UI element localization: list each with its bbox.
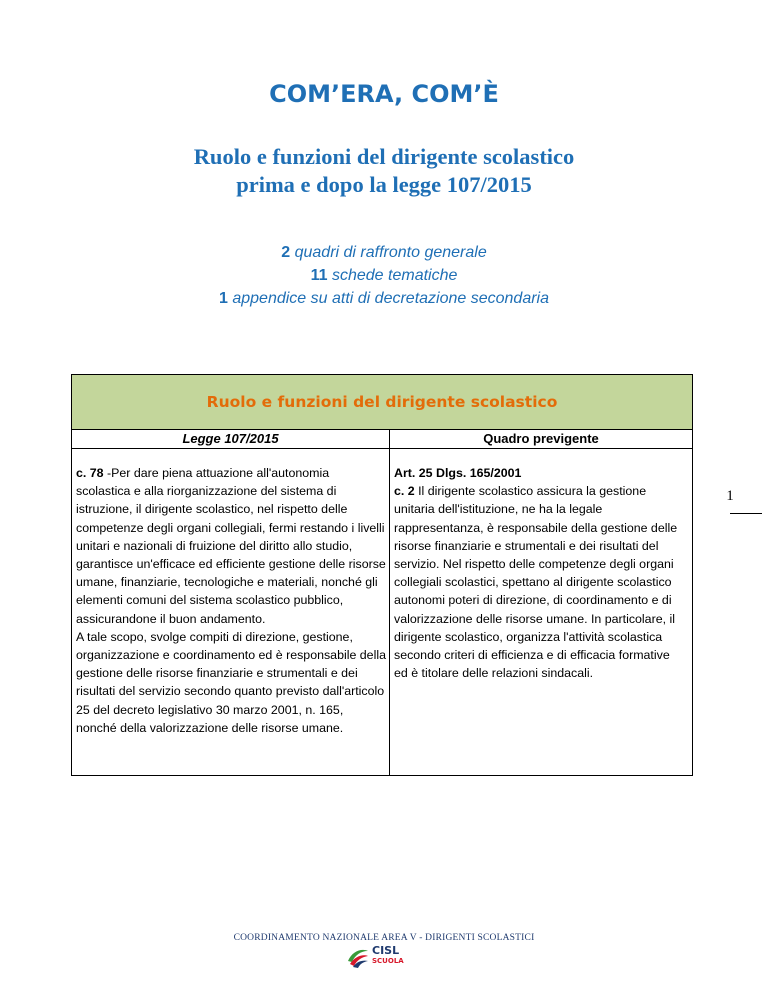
paragraph-text: -Per dare piena attuazione all'autonomia scolastica e alla riorganizzazione del sistema di istruzione, il dirigente scolastico, nel rispetto delle competenze degli organi collegiali, fermi restando i livelli unitari e nazionali di fruizione del diritto allo studio, garantisce un'efficace ed efficiente gestione delle risorse umane, finanziarie, tecnologiche e materiali, nonché gli elementi comuni del sistema scolastico pubblico, assicurandone il buon andamento.: [76, 466, 386, 626]
paragraph: [394, 482, 686, 682]
summary-count: 1: [218, 290, 228, 307]
summary-text: appendice su atti di decretazione secondaria: [232, 290, 549, 307]
cisl-logo: [346, 945, 406, 971]
article-ref-text: Art. 25 Dlgs. 165/2001: [394, 466, 522, 480]
paragraph-text: Il dirigente scolastico assicura la gestione unitaria dell'istituzione, ne ha la legale rappresentanza, è responsabile della gestione delle risorse finanziarie e strumentali e dei risultati del servizio. Nel rispetto delle competenze degli organi collegiali scolastici, spettano al dirigente scolastico autonomi poteri di direzione, di coordinamento e di valorizzazione delle risorse umane. In particolare, il dirigente scolastico, organizza l'attività scolastica secondo criteri di efficienza e di efficacia formative ed è titolare delle relazioni sindacali.: [394, 484, 678, 681]
paragraph-text: A tale scopo, svolge compiti di direzione, gestione, organizzazione e coordinamento ed è responsabile della gestione delle risorse finanziarie e strumentali e dei risultati del servizio secondo quanto previsto dall'articolo 25 del decreto legislativo 30 marzo 2001, n. 165, nonché della valorizzazione delle risorse umane.: [76, 629, 386, 735]
table-title: Ruolo e funzioni del dirigente scolastico: [206, 393, 558, 411]
summary-item: [0, 287, 768, 310]
column-divider: [389, 430, 390, 775]
subtitle-line-2: prima e dopo la legge 107/2015: [236, 172, 532, 197]
page-number: 1: [726, 488, 734, 504]
document-title: COM’ERA, COM’È: [269, 80, 499, 108]
subtitle-line-1: Ruolo e funzioni del dirigente scolastico: [193, 144, 575, 169]
summary-item: [0, 241, 768, 264]
document-subtitle: [0, 143, 768, 199]
summary-count: 2: [281, 244, 291, 261]
column-header-previgente: Quadro previgente: [483, 431, 599, 446]
cisl-logo-mark-icon: [346, 945, 370, 969]
logo-word: CISL: [372, 944, 400, 957]
page-number-rule: [730, 513, 762, 514]
article-ref: [394, 464, 686, 482]
summary-text: quadri di raffronto generale: [294, 244, 487, 261]
footer-text: COORDINAMENTO NAZIONALE AREA V - DIRIGENTI SCOLASTICI: [233, 933, 535, 943]
column-header-legge: Legge 107/2015: [182, 431, 279, 446]
paragraph: [76, 464, 386, 628]
comparison-table: [71, 374, 693, 776]
summary-text: schede tematiche: [331, 267, 458, 284]
comma-ref: c. 2: [394, 484, 415, 499]
paragraph: [76, 628, 386, 737]
logo-sub: SCUOLA: [372, 957, 404, 965]
cell-quadro-previgente: [394, 464, 686, 682]
summary-count: 11: [310, 267, 328, 284]
cell-legge-107: [76, 464, 386, 737]
header-divider: [72, 448, 692, 449]
table-title-row: [72, 375, 692, 430]
summary-item: [0, 264, 768, 287]
comma-ref: c. 78: [76, 466, 104, 480]
summary-list: [0, 241, 768, 310]
